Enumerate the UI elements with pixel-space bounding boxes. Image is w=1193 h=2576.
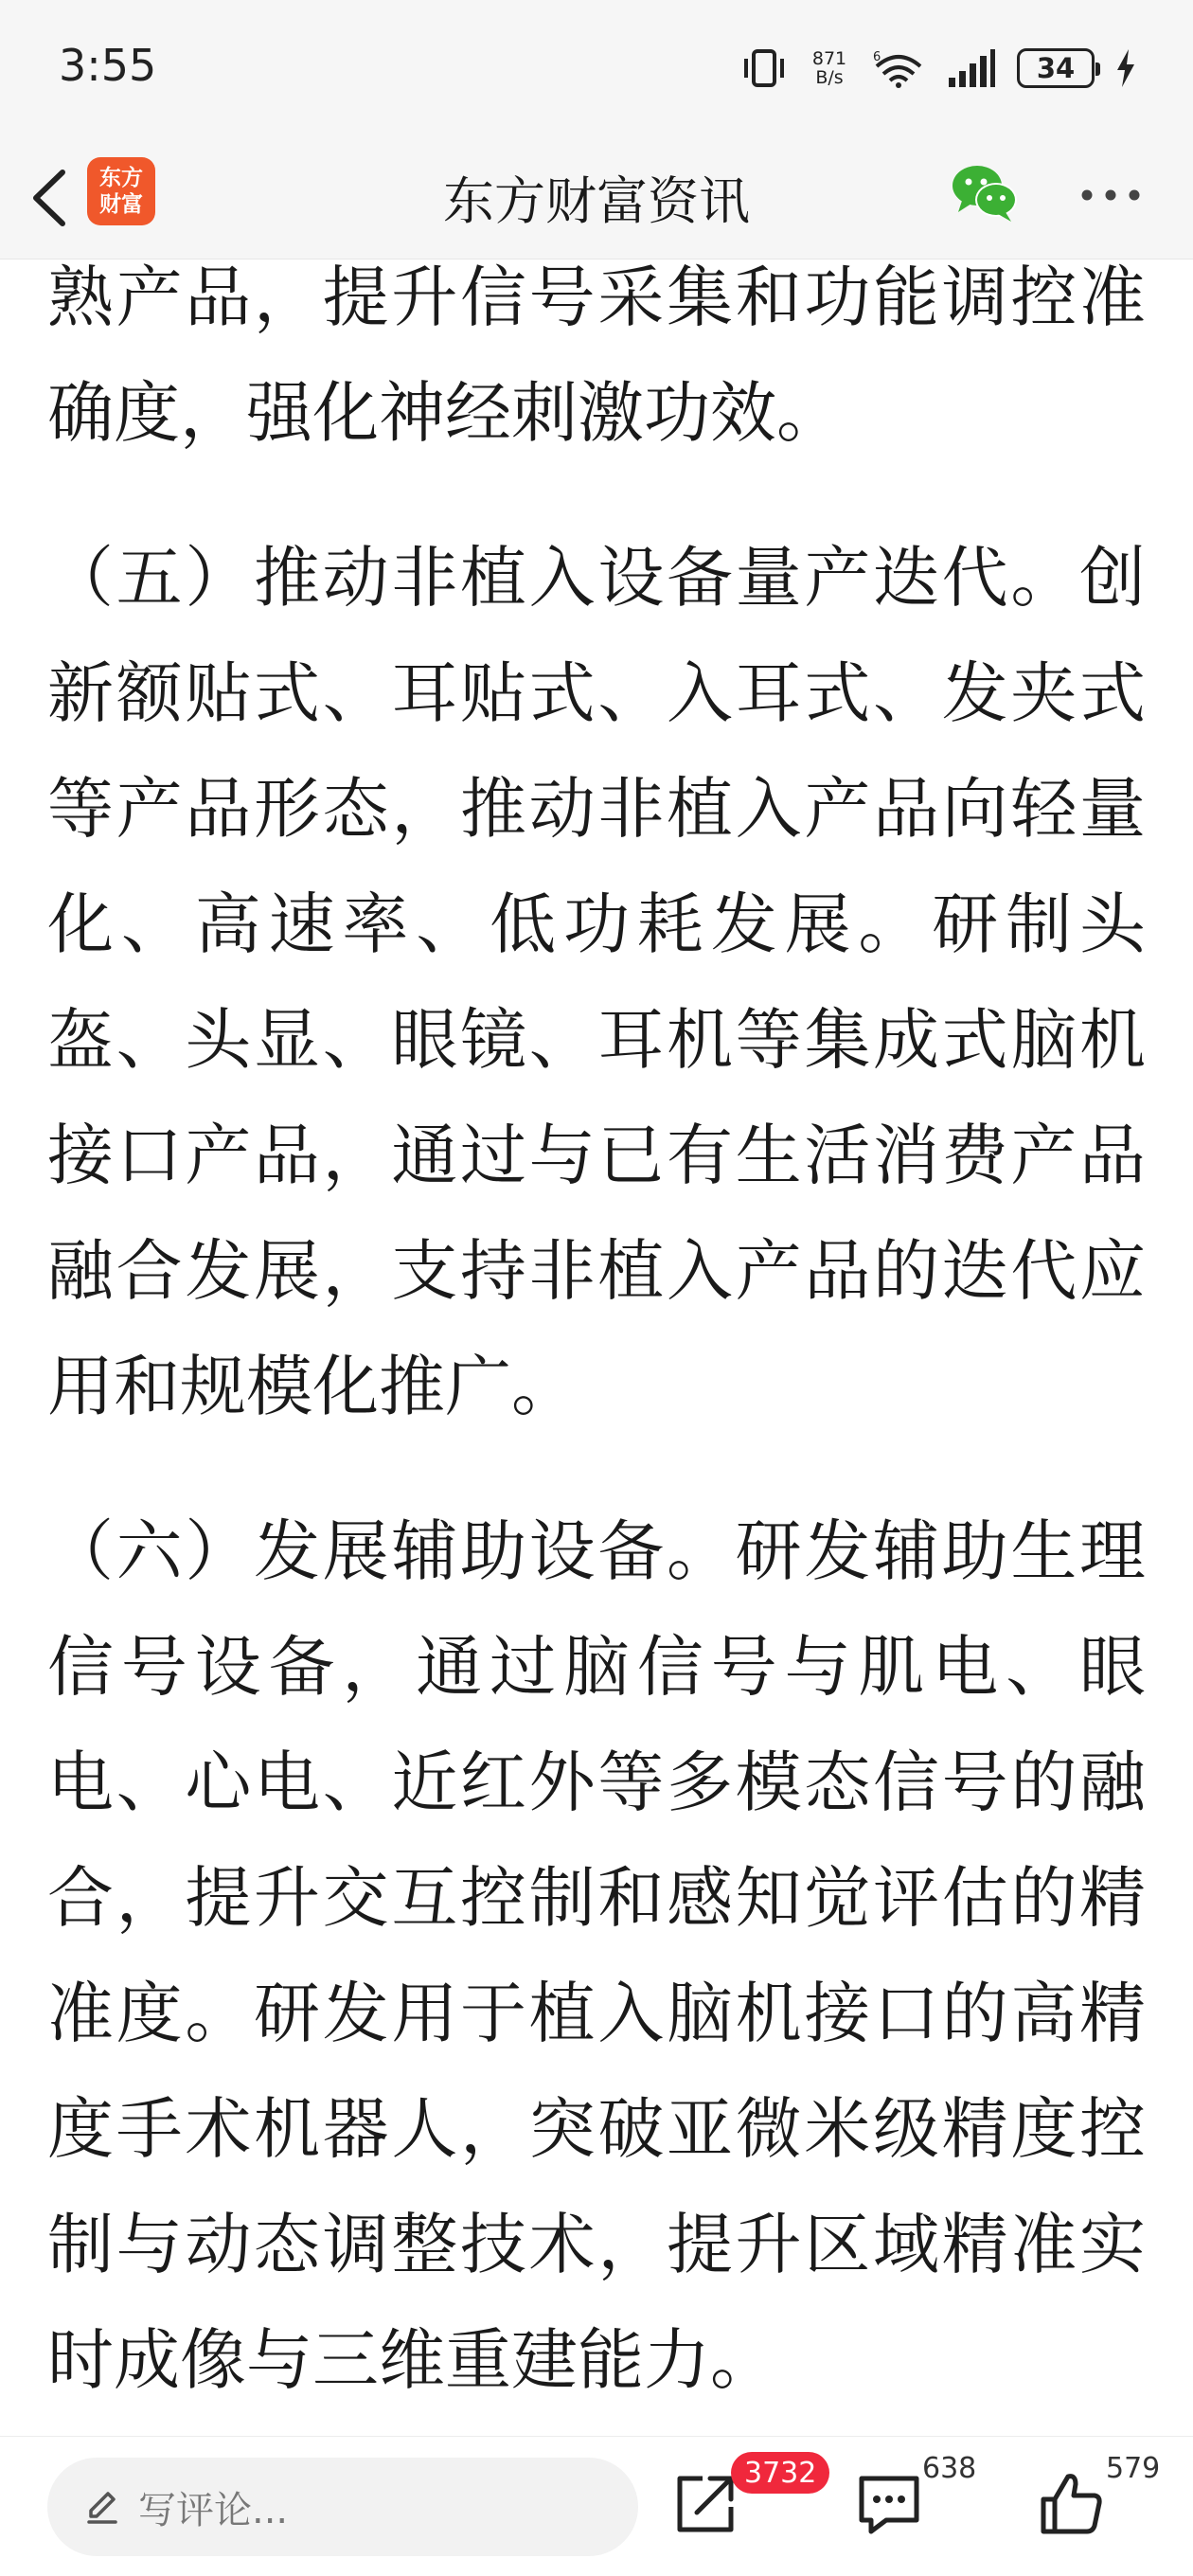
article-paragraph: （六）发展辅助设备。研发辅助生理信号设备，通过脑信号与肌电、眼电、心电、近红外等多模态信号的融合，提升交互控制和感知觉评估的精准度。研发用于植入脑机接口的高精度手术机器人，突破亚微米级精度控制与动态调整技术，提升区域精准实时成像与三维重建能力。 [47,1512,1146,2399]
status-bar [0,0,1193,133]
bottom-action-bar [0,2436,1193,2576]
comment-count: 638 [922,2452,977,2485]
article-paragraph: 熟产品，提升信号采集和功能调控准确度，强化神经刺激功效。 [47,260,1146,452]
nav-bar [0,133,1193,259]
network-speed-value: 871 [811,48,847,69]
comment-input[interactable] [47,2458,638,2556]
logo-line-1: 东方 [99,166,143,190]
like-count: 579 [1106,2452,1161,2485]
battery-indicator: 34 [1017,48,1095,88]
network-speed [809,49,850,87]
network-speed-unit: B/s [815,67,844,88]
charging-icon [1115,47,1136,89]
wifi-icon [871,47,926,89]
page-title: 东方财富资讯 [443,171,750,231]
signal-icon [947,47,996,89]
share-count-badge: 3732 [731,2452,829,2494]
status-icons [740,42,1136,95]
logo-line-2: 财富 [99,192,143,217]
wechat-share-icon[interactable] [949,159,1021,225]
vibrate-icon [740,47,788,89]
pencil-icon [83,2488,121,2526]
like-icon[interactable] [1034,2467,1108,2541]
status-time: 3:55 [59,40,157,91]
svg-text:6: 6 [873,50,881,64]
comment-placeholder: 写评论... [138,2488,289,2532]
more-options-icon[interactable] [1077,186,1144,205]
comment-icon[interactable] [852,2467,926,2541]
article-paragraph: （五）推动非植入设备量产迭代。创新额贴式、耳贴式、入耳式、发夹式等产品形态，推动非植入产品向轻量化、高速率、低功耗发展。研制头盔、头显、眼镜、耳机等集成式脑机接口产品，通过与已有生活消费产品融合发展，支持非植入产品的迭代应用和规模化推广。 [47,539,1146,1425]
article-body [0,260,1193,2439]
